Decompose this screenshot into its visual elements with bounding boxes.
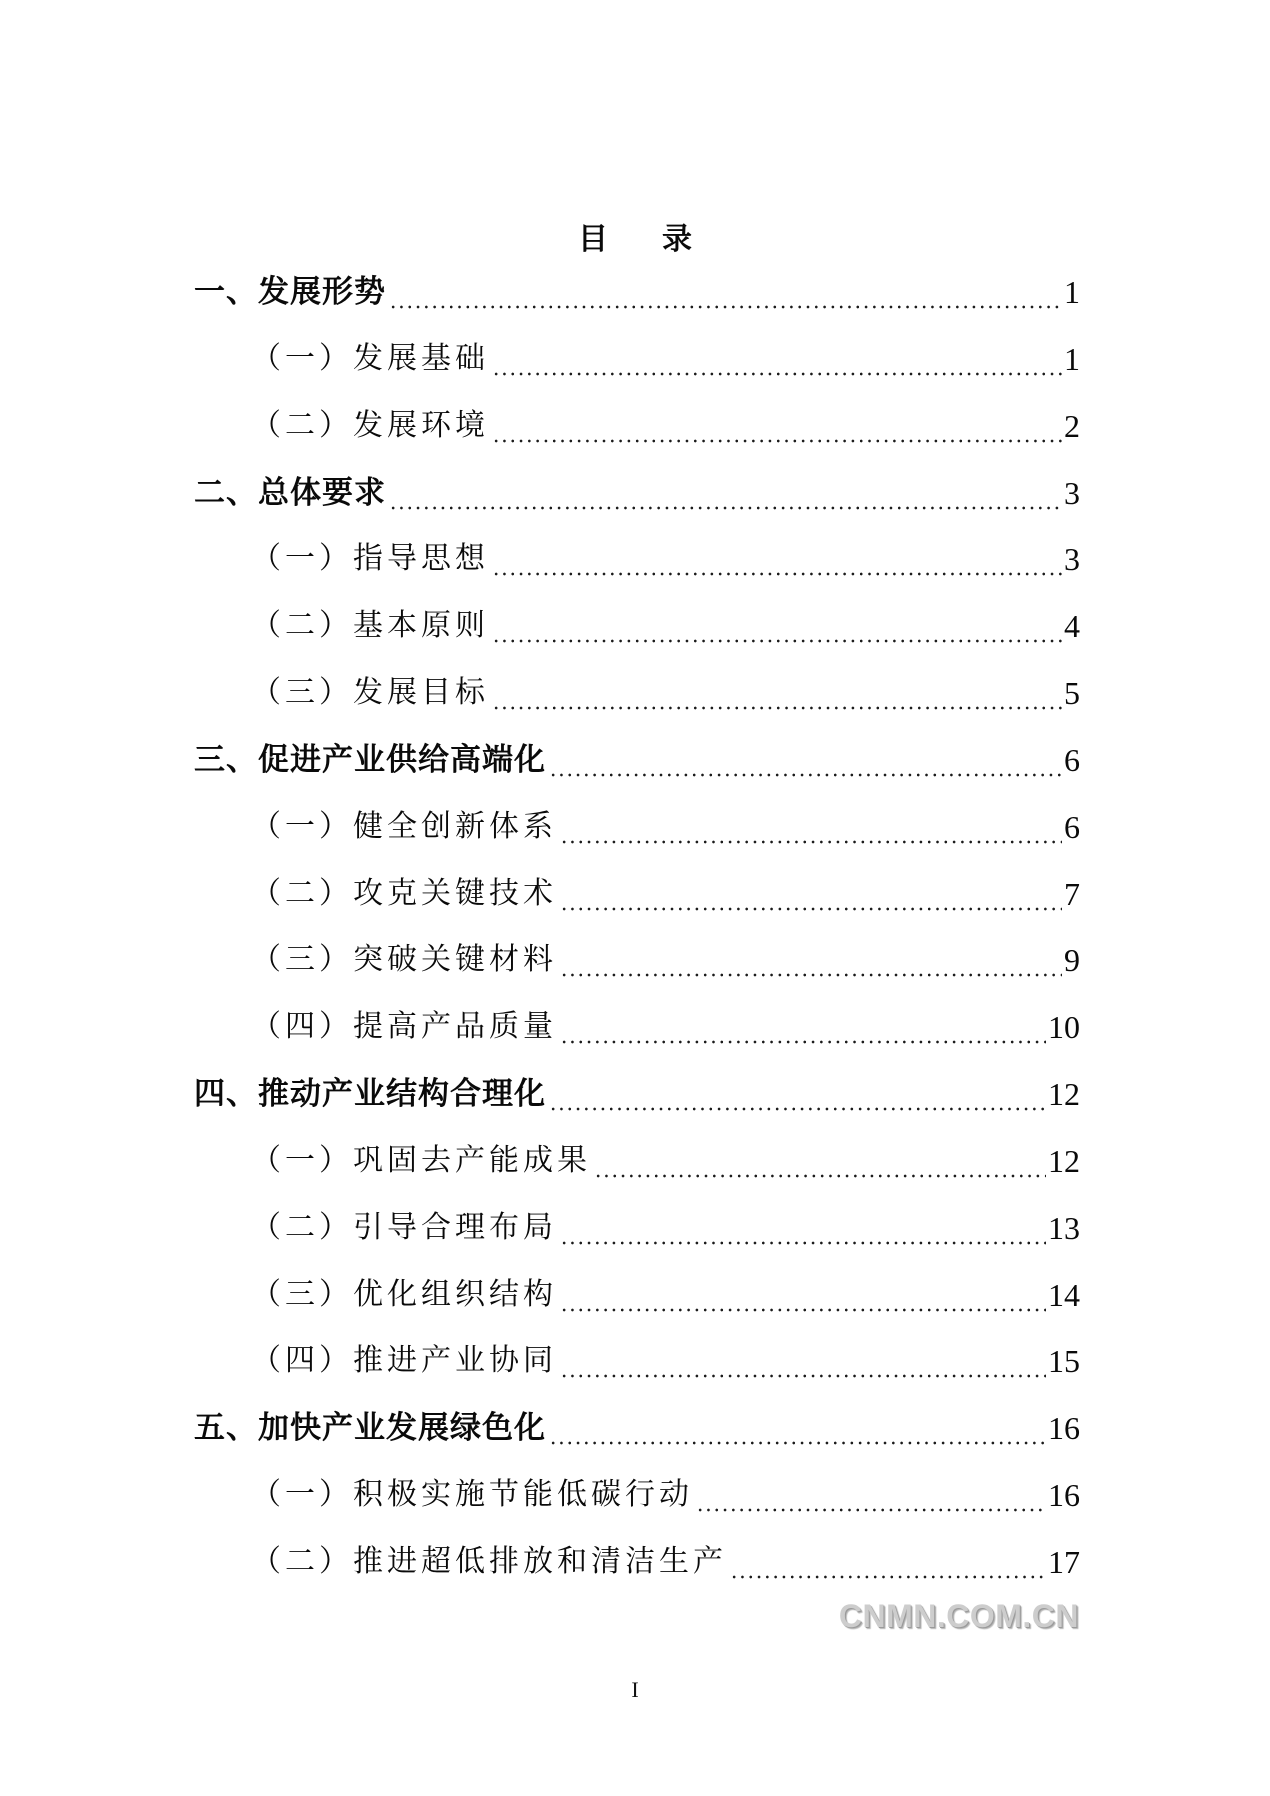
toc-entry-label: （二）引导合理布局 xyxy=(251,1210,557,1245)
dot-leader xyxy=(492,636,1062,646)
toc-entry-label: （四）提高产品质量 xyxy=(251,1009,557,1044)
toc-entry-label: （三）发展目标 xyxy=(251,675,489,710)
toc-entry-page: 1 xyxy=(1064,341,1080,377)
toc-entry-label: （一）积极实施节能低碳行动 xyxy=(251,1477,693,1512)
toc-entry-section[interactable] xyxy=(194,738,1080,782)
dot-leader xyxy=(696,1505,1046,1515)
toc-entry-page: 13 xyxy=(1048,1210,1080,1246)
dot-leader xyxy=(560,1305,1046,1315)
toc-title xyxy=(0,218,1270,262)
dot-leader xyxy=(560,904,1062,914)
toc-entry-label: （二）基本原则 xyxy=(251,608,489,643)
toc-entry-page: 6 xyxy=(1064,742,1080,778)
toc-entry-section[interactable] xyxy=(194,471,1080,515)
dot-leader xyxy=(560,970,1062,980)
dot-leader xyxy=(492,703,1062,713)
toc-entry-label: （一）指导思想 xyxy=(251,541,489,576)
toc-entry-label: （一）发展基础 xyxy=(251,341,489,376)
toc-entry-label: 一、发展形势 xyxy=(194,274,386,310)
toc-entry-page: 5 xyxy=(1064,675,1080,711)
toc-entry-section[interactable] xyxy=(194,1072,1080,1116)
toc-entry-label: 五、加快产业发展绿色化 xyxy=(194,1410,546,1446)
dot-leader xyxy=(549,770,1062,780)
toc-entry-page: 9 xyxy=(1064,942,1080,978)
page-number: I xyxy=(631,1677,639,1702)
dot-leader xyxy=(389,302,1062,312)
toc-entry-subsection[interactable] xyxy=(251,671,1080,715)
toc-entry-subsection[interactable] xyxy=(251,1473,1080,1517)
toc-entry-page: 6 xyxy=(1064,809,1080,845)
toc-entry-page: 1 xyxy=(1064,274,1080,310)
toc-entry-page: 10 xyxy=(1048,1009,1080,1045)
toc-entry-subsection[interactable] xyxy=(251,938,1080,982)
dot-leader xyxy=(560,1238,1046,1248)
toc-entry-page: 12 xyxy=(1048,1143,1080,1179)
toc-entry-label: 二、总体要求 xyxy=(194,475,386,511)
toc-entry-label: （一）健全创新体系 xyxy=(251,809,557,844)
toc-entry-subsection[interactable] xyxy=(251,1540,1080,1584)
toc-entry-section[interactable] xyxy=(194,1406,1080,1450)
dot-leader xyxy=(560,837,1062,847)
toc-entry-page: 16 xyxy=(1048,1410,1080,1446)
dot-leader xyxy=(560,1037,1046,1047)
site-watermark: CNMN.COM.CN xyxy=(838,1598,1079,1634)
toc-entry-page: 3 xyxy=(1064,541,1080,577)
toc-entry-page: 7 xyxy=(1064,876,1080,912)
toc-entry-page: 12 xyxy=(1048,1076,1080,1112)
toc-entry-page: 3 xyxy=(1064,475,1080,511)
toc-entry-label: （三）优化组织结构 xyxy=(251,1277,557,1312)
dot-leader xyxy=(560,1371,1046,1381)
toc-entry-subsection[interactable] xyxy=(251,1273,1080,1317)
toc-entry-label: （二）发展环境 xyxy=(251,408,489,443)
dot-leader xyxy=(549,1104,1046,1114)
toc-entry-subsection[interactable] xyxy=(251,1139,1080,1183)
dot-leader xyxy=(492,569,1062,579)
toc-entry-label: （四）推进产业协同 xyxy=(251,1343,557,1378)
toc-title-char: 录 xyxy=(662,222,692,257)
toc-entry-page: 4 xyxy=(1064,608,1080,644)
dot-leader xyxy=(549,1438,1046,1448)
toc-entry-subsection[interactable] xyxy=(251,337,1080,381)
toc-entry-section[interactable] xyxy=(194,270,1080,314)
dot-leader xyxy=(594,1171,1046,1181)
toc-title-char: 目 xyxy=(578,222,608,257)
toc-entry-page: 15 xyxy=(1048,1343,1080,1379)
toc-entry-label: （二）推进超低排放和清洁生产 xyxy=(251,1544,727,1579)
toc-entry-page: 16 xyxy=(1048,1477,1080,1513)
toc-entry-label: （三）突破关键材料 xyxy=(251,942,557,977)
toc-entry-label: （一）巩固去产能成果 xyxy=(251,1143,591,1178)
toc-entry-label: （二）攻克关键技术 xyxy=(251,876,557,911)
toc-entry-subsection[interactable] xyxy=(251,1206,1080,1250)
toc-entry-subsection[interactable] xyxy=(251,537,1080,581)
toc-entry-page: 17 xyxy=(1048,1544,1080,1580)
toc-entry-page: 2 xyxy=(1064,408,1080,444)
toc-entry-label: 四、推动产业结构合理化 xyxy=(194,1076,546,1112)
dot-leader xyxy=(730,1572,1046,1582)
toc-entry-subsection[interactable] xyxy=(251,805,1080,849)
toc-entry-label: 三、促进产业供给高端化 xyxy=(194,742,546,778)
toc-entry-subsection[interactable] xyxy=(251,872,1080,916)
toc-entry-subsection[interactable] xyxy=(251,404,1080,448)
dot-leader xyxy=(492,369,1062,379)
dot-leader xyxy=(492,436,1062,446)
dot-leader xyxy=(389,503,1062,513)
toc-entry-subsection[interactable] xyxy=(251,1005,1080,1049)
toc-entry-subsection[interactable] xyxy=(251,604,1080,648)
toc-entry-page: 14 xyxy=(1048,1277,1080,1313)
toc-entry-subsection[interactable] xyxy=(251,1339,1080,1383)
